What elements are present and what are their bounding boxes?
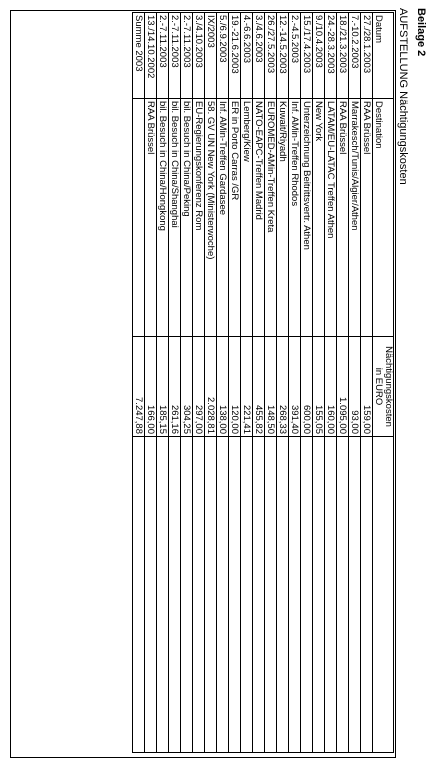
cell-cost: 160,00 [325, 337, 337, 437]
cell-date: IX/2003 [205, 13, 217, 99]
cell-destination: Inf. AMin-Treffen Gardasee [217, 99, 229, 337]
cell-blank [349, 437, 361, 753]
cell-date: 2.-7.11.2003 [181, 13, 193, 99]
table-row [325, 13, 337, 753]
table-row [145, 13, 157, 753]
total-cost: 7.247,88 [133, 337, 145, 437]
document-heading: AUFSTELLUNG Nächtigungskosten [397, 8, 409, 185]
table-row [157, 13, 169, 753]
cell-blank [169, 437, 181, 753]
cell-cost: 268,33 [277, 337, 289, 437]
cell-cost: 185,15 [157, 337, 169, 437]
table-row [289, 13, 301, 753]
cell-date: 24.-28.3.2003 [325, 13, 337, 99]
header-cost-line1: Nächtigungskosten [383, 346, 394, 427]
cell-date: 2.-4.5.2003 [289, 13, 301, 99]
header-datum: Datum [373, 13, 394, 99]
header-blank [373, 437, 394, 753]
table-row [229, 13, 241, 753]
cell-cost: 166,00 [145, 337, 157, 437]
cell-destination: bil. Besuch in China/Peking [181, 99, 193, 337]
table-row [301, 13, 313, 753]
cell-date: 26./27.5.2003 [265, 13, 277, 99]
total-blank [133, 437, 145, 753]
attachment-label: Beilage 2 [415, 8, 427, 57]
cell-blank [229, 437, 241, 753]
table-row [193, 13, 205, 753]
cell-destination: NATO-EAPC-Treffen Madrid [253, 99, 265, 337]
table-row [253, 13, 265, 753]
total-label: Summe 2003 [133, 13, 145, 99]
cell-date: 13./14.10.2002 [145, 13, 157, 99]
table-row [313, 13, 325, 753]
cell-cost: 2.028,81 [205, 337, 217, 437]
cell-blank [193, 437, 205, 753]
cell-blank [301, 437, 313, 753]
cell-destination: 58. GV UN New York (Ministerwoche) [205, 99, 217, 337]
cell-destination: New York [313, 99, 325, 337]
table-row [217, 13, 229, 753]
table-row [205, 13, 217, 753]
cell-cost: 148,50 [265, 337, 277, 437]
cell-cost: 297,00 [193, 337, 205, 437]
table-row [337, 13, 349, 753]
cell-destination: bil. Besuch in China/Hongkong [157, 99, 169, 337]
cell-blank [277, 437, 289, 753]
cell-date: 12.-14.5.2003 [277, 13, 289, 99]
cell-cost: 159,00 [361, 337, 373, 437]
cell-destination: Lemberg/Kiew [241, 99, 253, 337]
table-row [169, 13, 181, 753]
cell-destination: Kuwait/Riyadh [277, 99, 289, 337]
cell-blank [157, 437, 169, 753]
cell-blank [337, 437, 349, 753]
cell-date: 2.-7.11.2003 [169, 13, 181, 99]
cell-cost: 221,41 [241, 337, 253, 437]
cell-destination: RAA Brüssel [361, 99, 373, 337]
cell-date: 15./17.4.2003 [301, 13, 313, 99]
cell-date: 18./21.3.2003 [337, 13, 349, 99]
total-blank [133, 99, 145, 337]
cell-date: 5./6.9.2003 [217, 13, 229, 99]
cell-cost: 261,16 [169, 337, 181, 437]
cell-blank [181, 437, 193, 753]
costs-table [132, 12, 394, 753]
cell-cost: 138,00 [217, 337, 229, 437]
cell-destination: Inf. AMin-Treffen Rhodos [289, 99, 301, 337]
cell-date: 2.-7.11.2003 [157, 13, 169, 99]
total-row [133, 13, 145, 753]
header-cost [373, 337, 394, 437]
cell-cost: 304,25 [181, 337, 193, 437]
cell-blank [361, 437, 373, 753]
cell-cost: 155,05 [313, 337, 325, 437]
cell-destination: Marrakesch/Tunis/Algier/Athen [349, 99, 361, 337]
cell-blank [217, 437, 229, 753]
cell-date: 9./10.4.2003 [313, 13, 325, 99]
cell-date: 19.-21.6.2003 [229, 13, 241, 99]
cell-date: 3./4.10.2003 [193, 13, 205, 99]
cell-blank [205, 437, 217, 753]
cell-date: 7.-10.2.2003 [349, 13, 361, 99]
table-row [241, 13, 253, 753]
cell-destination: EU-Regierungskonferenz Rom [193, 99, 205, 337]
table-row [265, 13, 277, 753]
table-row [181, 13, 193, 753]
cell-blank [265, 437, 277, 753]
cell-cost: 120,00 [229, 337, 241, 437]
cell-destination: LATAM/EU-LATAC Treffen Athen [325, 99, 337, 337]
cell-destination: Unterzeichnung Beitrittsvertr. Athen [301, 99, 313, 337]
cell-cost: 93,00 [349, 337, 361, 437]
cell-destination: EUROMED-AMin-Treffen Kreta [265, 99, 277, 337]
cell-blank [289, 437, 301, 753]
cell-destination: RAA Brüssel [145, 99, 157, 337]
header-destination: Destination [373, 99, 394, 337]
cell-cost: 391,40 [289, 337, 301, 437]
cell-blank [325, 437, 337, 753]
table-header-row [373, 13, 394, 753]
header-cost-line2: in EURO [373, 367, 384, 406]
cell-destination: RAA Brüssel [337, 99, 349, 337]
table-row [277, 13, 289, 753]
cell-cost: 1.095,00 [337, 337, 349, 437]
table-row [349, 13, 361, 753]
cell-date: 27./28.1.2003 [361, 13, 373, 99]
cell-blank [145, 437, 157, 753]
cell-cost: 600,00 [301, 337, 313, 437]
cell-cost: 455,82 [253, 337, 265, 437]
cell-blank [313, 437, 325, 753]
cell-blank [241, 437, 253, 753]
cell-date: 4.-6.6.2003 [241, 13, 253, 99]
cell-blank [253, 437, 265, 753]
cell-date: 3./4.6.2003 [253, 13, 265, 99]
cell-destination: ER in Porto Carras /GR [229, 99, 241, 337]
cell-destination: bil. Besuch in China/Shanghai [169, 99, 181, 337]
table-row [361, 13, 373, 753]
